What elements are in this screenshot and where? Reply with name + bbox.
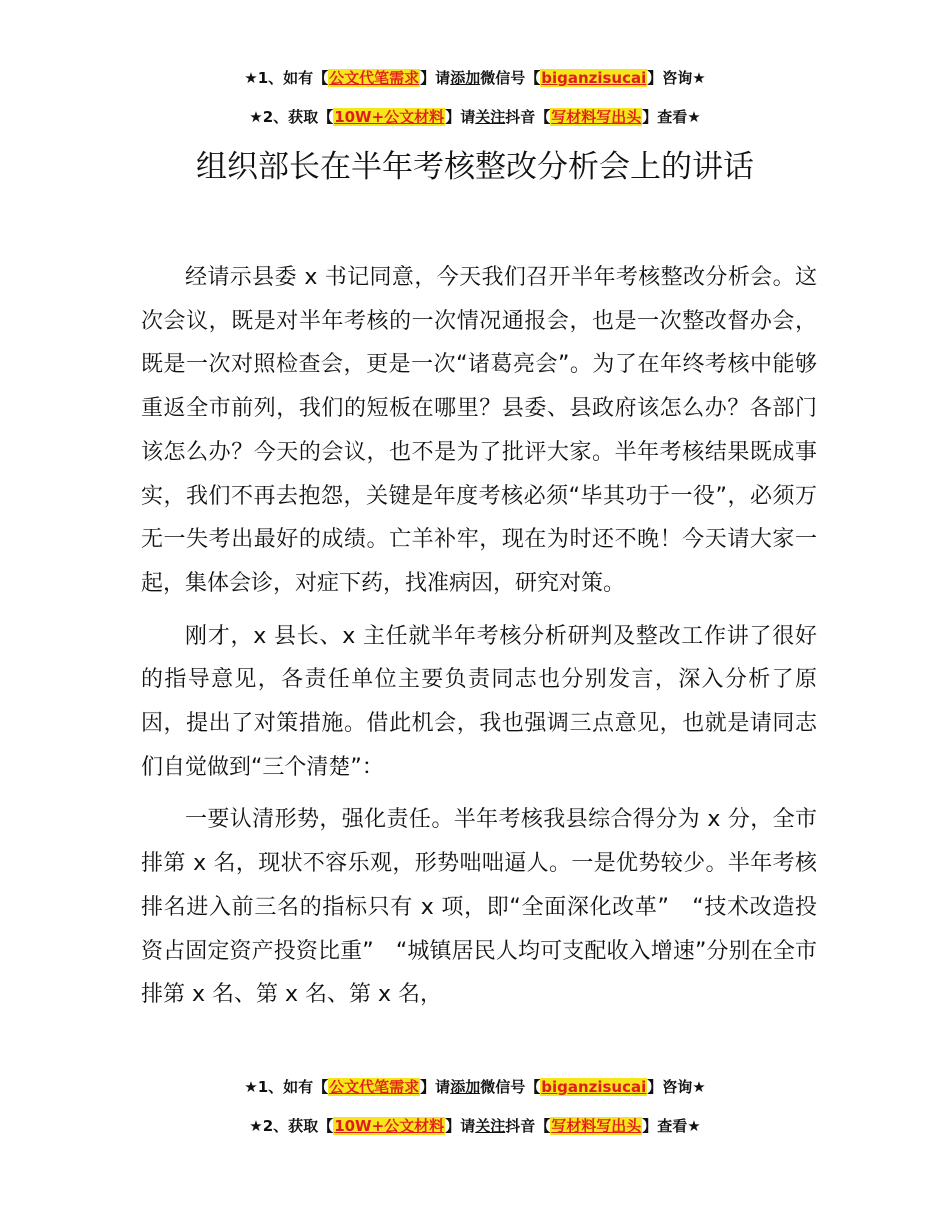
top-banner-line-2 [0,107,950,127]
body-paragraph: 一要认清形势，强化责任。半年考核我县综合得分为 x 分，全市排第 x 名，现状不容乐观，形势咄咄逼人。一是优势较少。半年考核排名进入前三名的指标只有 x 项，即“全面深化改革” “技术改造投资占固定资产投资比重” “城镇居民人均可支配收入增速”分别在全市排第 x 名、第 x 名、第 x 名， [141,807,817,1008]
banner-underlined-action: 关注 [475,1117,506,1135]
banner-highlight-douyin-id: 写材料写出头 [551,1117,642,1135]
banner-highlight-wechat-id: biganzisucai [541,69,647,87]
banner-prefix: ★1、如有【 [244,69,329,87]
bottom-banner-line-2 [0,1116,950,1136]
banner-prefix: ★1、如有【 [244,1078,329,1096]
top-banner-line-1 [0,68,950,88]
banner-underlined-action: 添加 [450,1078,481,1096]
banner-suffix: 】咨询★ [647,69,706,87]
banner-text: 】请 [420,69,451,87]
banner-text: 微信号【 [480,69,541,87]
banner-highlight-materials: 10W+公文材料 [334,1117,445,1135]
body-paragraph: 刚才，x 县长、x 主任就半年考核分析研判及整改工作讲了很好的指导意见，各责任单位主要负责同志也分别发言，深入分析了原因，提出了对策措施。借此机会，我也强调三点意见，也就是请同志们自觉做到“三个清楚”： [141,623,817,780]
banner-highlight-douyin-id: 写材料写出头 [551,108,642,126]
banner-text: 】请 [445,108,476,126]
banner-highlight-wechat-id: biganzisucai [541,1078,647,1096]
banner-suffix: 】查看★ [642,108,701,126]
banner-prefix: ★2、获取【 [249,1117,334,1135]
banner-underlined-action: 添加 [450,69,481,87]
banner-text: 抖音【 [505,1117,551,1135]
body-paragraph: 经请示县委 x 书记同意，今天我们召开半年考核整改分析会。这次会议，既是对半年考核的一次情况通报会，也是一次整改督办会，既是一次对照检查会，更是一次“诸葛亮会”。为了在年终考核中能够重返全市前列，我们的短板在哪里？县委、县政府该怎么办？各部门该怎么办？今天的会议，也不是为了批评大家。半年考核结果既成事实，我们不再去抱怨，关键是年度考核必须“毕其功于一役”，必须万无一失考出最好的成绩。亡羊补牢，现在为时还不晚！今天请大家一起，集体会诊，对症下药，找准病因，研究对策。 [141,265,817,596]
banner-text: 微信号【 [480,1078,541,1096]
banner-highlight-materials: 10W+公文材料 [334,108,445,126]
banner-text: 】请 [445,1117,476,1135]
banner-suffix: 】查看★ [642,1117,701,1135]
banner-underlined-action: 关注 [475,108,506,126]
banner-prefix: ★2、获取【 [249,108,334,126]
document-title: 组织部长在半年考核整改分析会上的讲话 [196,149,754,185]
banner-text: 】请 [420,1078,451,1096]
bottom-banner-line-1 [0,1077,950,1097]
banner-text: 抖音【 [505,108,551,126]
banner-highlight-service: 公文代笔需求 [329,1078,420,1096]
document-body [141,256,817,1026]
banner-highlight-service: 公文代笔需求 [329,69,420,87]
banner-suffix: 】咨询★ [647,1078,706,1096]
